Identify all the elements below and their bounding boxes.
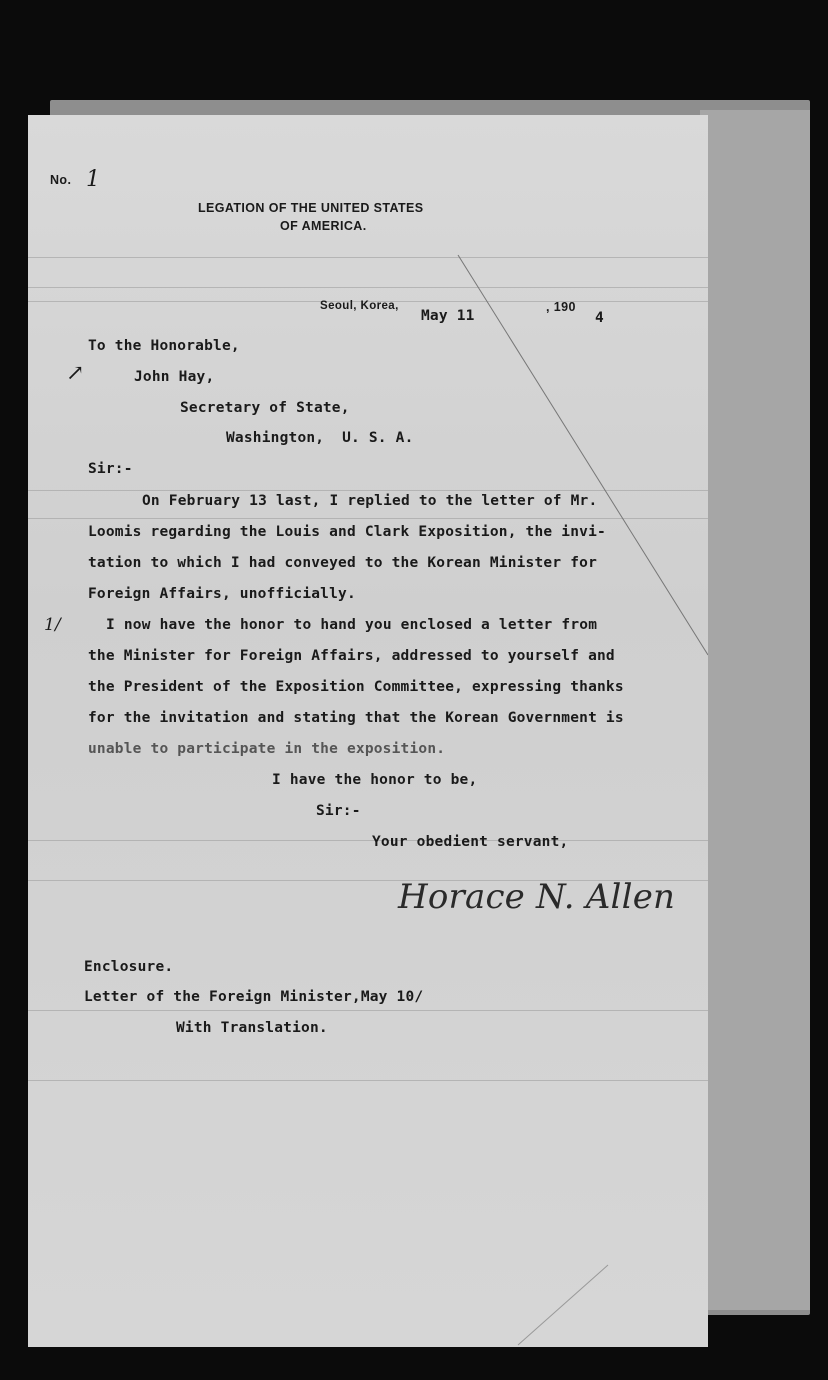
closing-line1: I have the honor to be, (272, 772, 478, 788)
enclosure-item: Letter of the Foreign Minister,May 10/ (84, 989, 424, 1005)
number-value: 1 (86, 167, 101, 192)
address-name: John Hay, (134, 369, 215, 385)
closing-line2: Sir:- (316, 803, 361, 819)
salutation: Sir:- (88, 461, 133, 477)
closing-line3: Your obedient servant, (372, 834, 569, 850)
body-line-5: I now have the honor to hand you enclosed a letter from (106, 617, 598, 633)
margin-note: 1/ (44, 615, 61, 635)
body-line-9: unable to participate in the exposition. (88, 741, 446, 757)
legation-line2: OF AMERICA. (280, 219, 367, 233)
legation-line1: LEGATION OF THE UNITED STATES (198, 201, 424, 215)
year-suffix: 4 (595, 310, 604, 326)
back-sheet-edge (700, 110, 810, 1310)
signature: Horace N. Allen (398, 877, 676, 917)
address-city: Washington, U. S. A. (226, 430, 414, 446)
enclosure-heading: Enclosure. (84, 959, 174, 975)
place: Seoul, Korea, (320, 300, 399, 312)
body-line-6: the Minister for Foreign Affairs, addressed to yourself and (88, 648, 615, 664)
body-line-8: for the invitation and stating that the Korean Government is (88, 710, 624, 726)
body-line-4: Foreign Affairs, unofficially. (88, 586, 356, 602)
letter-page (28, 115, 708, 1347)
body-line-1: On February 13 last, I replied to the letter of Mr. (142, 493, 598, 509)
body-line-7: the President of the Exposition Committee, expressing thanks (88, 679, 624, 695)
date: May 11 (421, 308, 475, 324)
address-line1: To the Honorable, (88, 338, 240, 354)
year-prefix: , 190 (546, 300, 576, 314)
body-line-3: tation to which I had conveyed to the Korean Minister for (88, 555, 597, 571)
address-title: Secretary of State, (180, 400, 350, 416)
number-label: No. (50, 173, 72, 187)
enclosure-sub: With Translation. (176, 1020, 328, 1036)
body-line-2: Loomis regarding the Louis and Clark Exposition, the invi- (88, 524, 606, 540)
margin-mark-icon: ↗ (66, 361, 85, 386)
